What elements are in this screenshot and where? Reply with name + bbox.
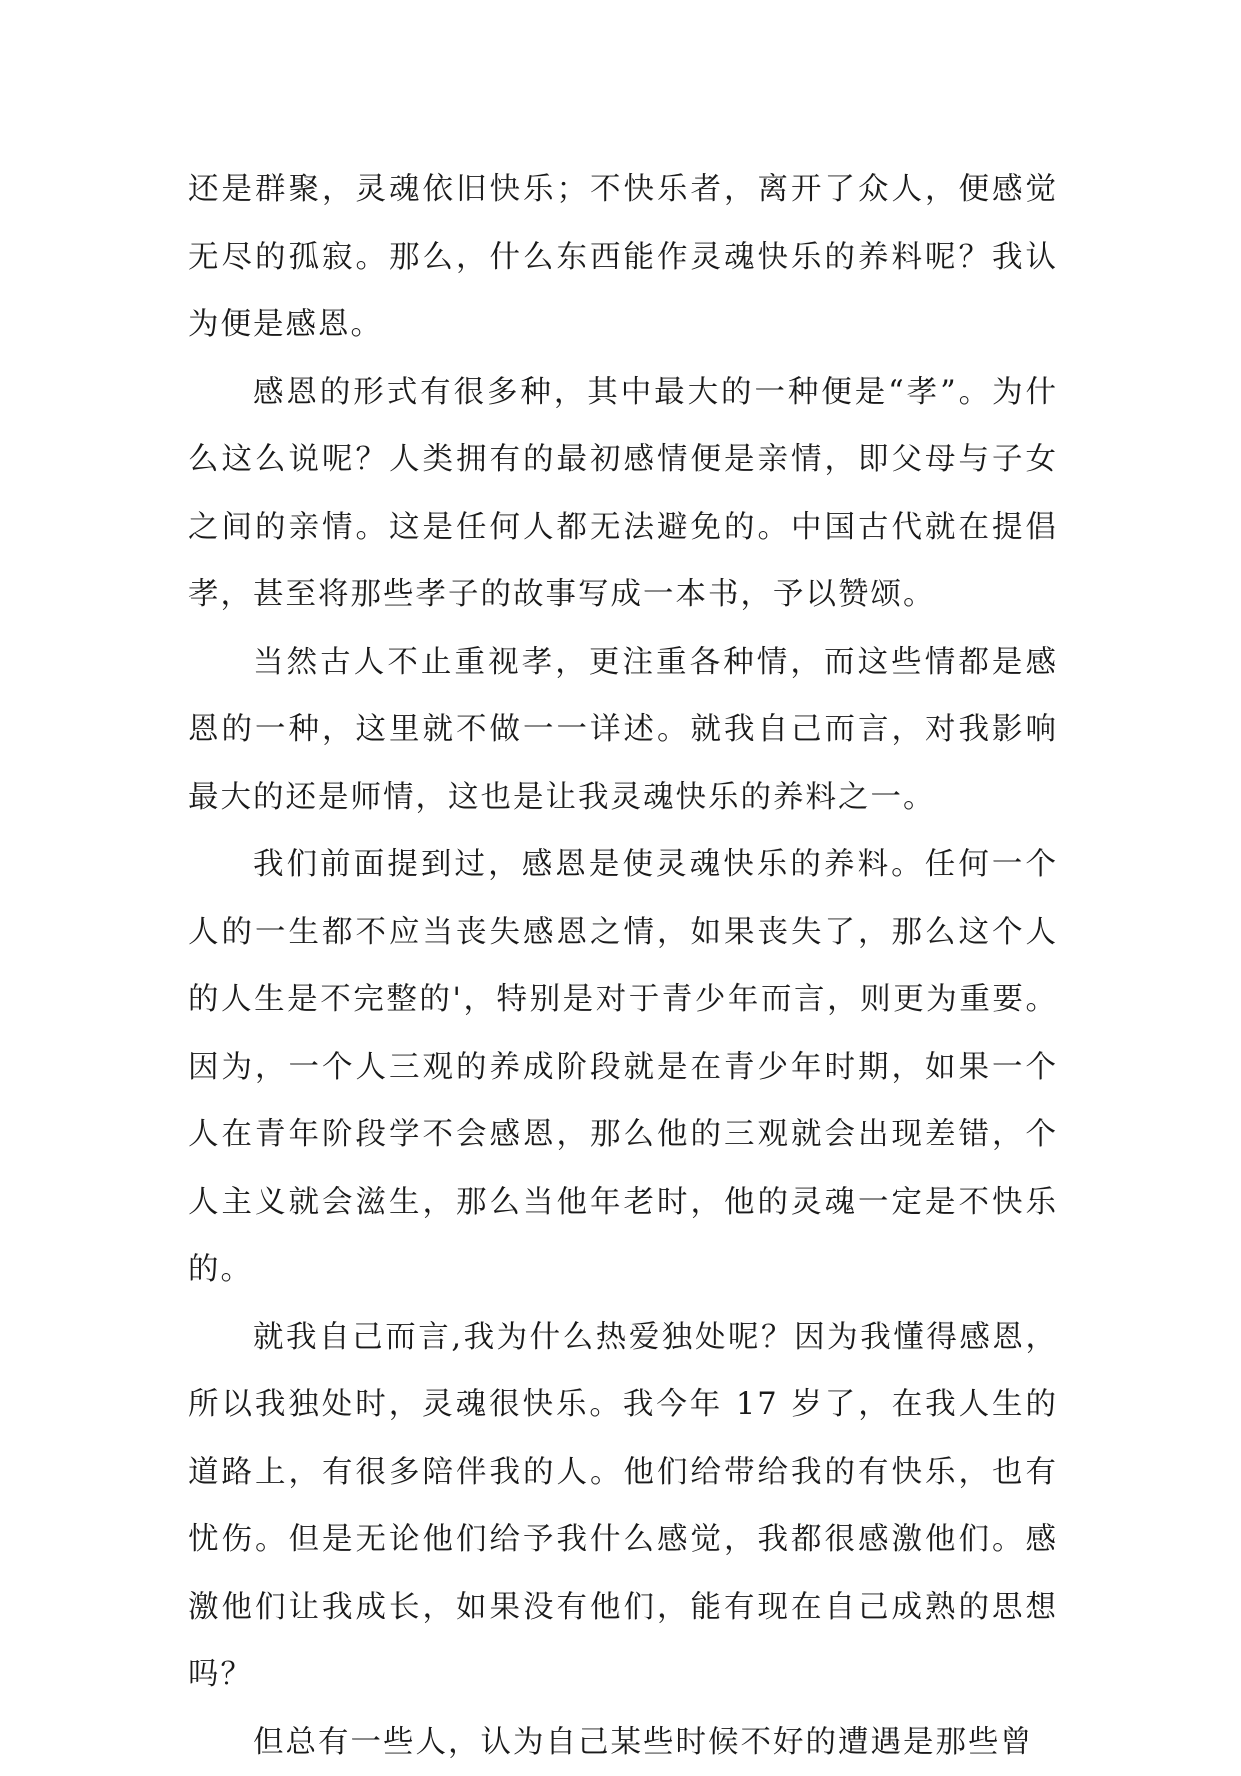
body-text <box>188 156 1058 1776</box>
paragraph-1: 还是群聚，灵魂依旧快乐；不快乐者，离开了众人，便感觉无尽的孤寂。那么，什么东西能作灵魂快乐的养料呢？我认为便是感恩。 <box>188 156 1058 359</box>
paragraph-2: 感恩的形式有很多种，其中最大的一种便是“孝”。为什么这么说呢？人类拥有的最初感情便是亲情，即父母与子女之间的亲情。这是任何人都无法避免的。中国古代就在提倡孝，甚至将那些孝子的故事写成一本书，予以赞颂。 <box>188 359 1058 629</box>
paragraph-6: 但总有一些人，认为自己某些时候不好的遭遇是那些曾 <box>188 1709 1058 1776</box>
paragraph-5: 就我自己而言,我为什么热爱独处呢？因为我懂得感恩，所以我独处时，灵魂很快乐。我今年 17 岁了，在我人生的道路上，有很多陪伴我的人。他们给带给我的有快乐，也有忧伤。但是无论他们给予我什么感觉，我都很感激他们。感激他们让我成长，如果没有他们，能有现在自己成熟的思想吗？ <box>188 1304 1058 1709</box>
paragraph-4: 我们前面提到过，感恩是使灵魂快乐的养料。任何一个人的一生都不应当丧失感恩之情，如果丧失了，那么这个人的人生是不完整的'，特别是对于青少年而言，则更为重要。因为，一个人三观的养成阶段就是在青少年时期，如果一个人在青年阶段学不会感恩，那么他的三观就会出现差错，个人主义就会滋生，那么当他年老时，他的灵魂一定是不快乐的。 <box>188 831 1058 1304</box>
paragraph-3: 当然古人不止重视孝，更注重各种情，而这些情都是感恩的一种，这里就不做一一详述。就我自己而言，对我影响最大的还是师情，这也是让我灵魂快乐的养料之一。 <box>188 629 1058 832</box>
